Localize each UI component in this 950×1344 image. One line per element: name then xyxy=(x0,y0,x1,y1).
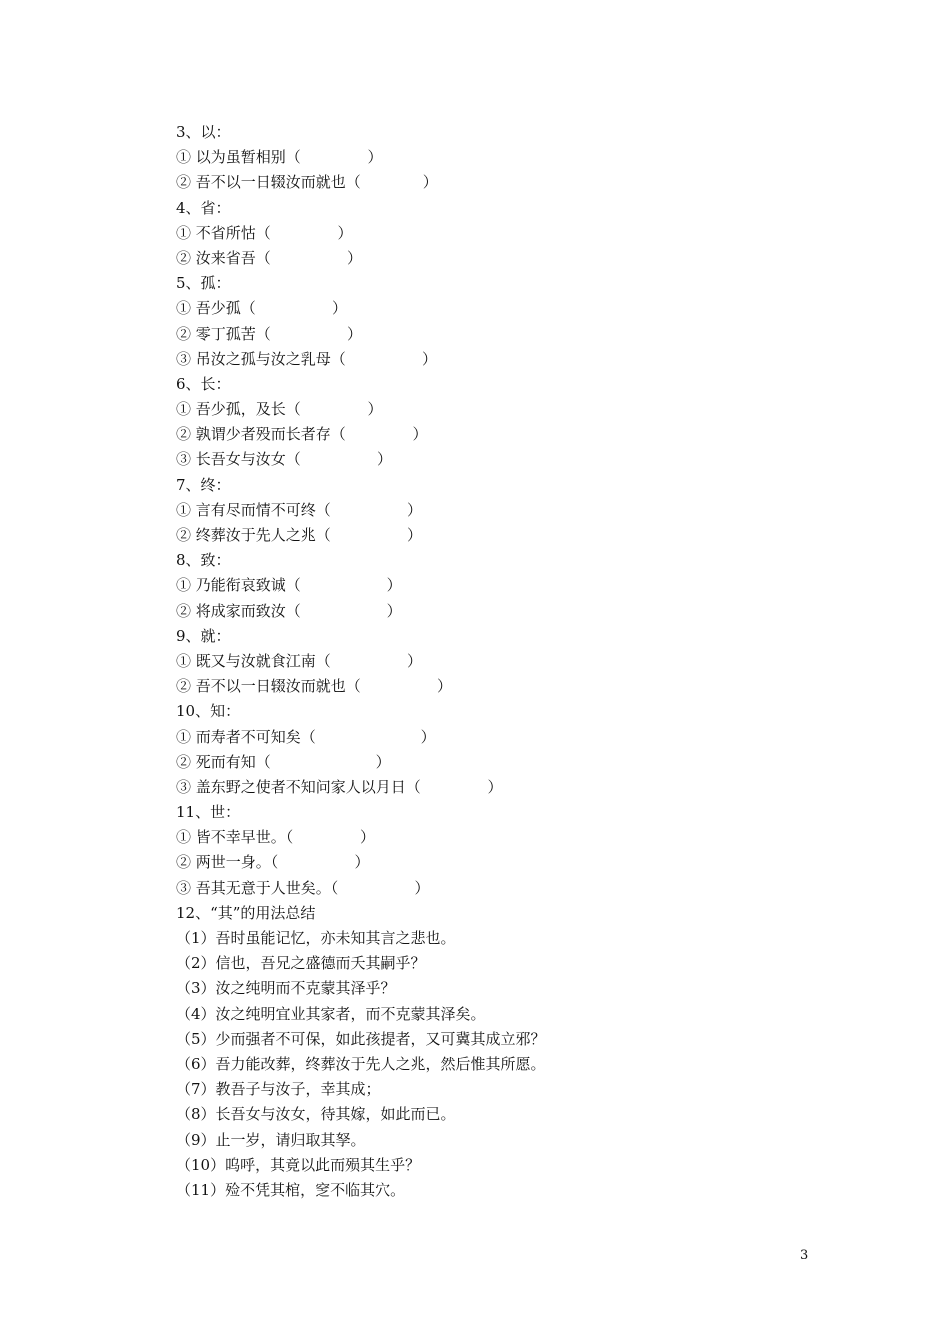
exercise-item: ② 终葬汝于先人之兆（ ） xyxy=(176,526,423,544)
exercise-item: ① 乃能衔哀致诚（ ） xyxy=(176,576,402,595)
sentence-item: （2）信也，吾兄之盛德而夭其嗣乎？ xyxy=(176,954,426,973)
sentence-item: （8）长吾女与汝女，待其嫁，如此而已。 xyxy=(176,1105,456,1124)
exercise-item: ② 汝来省吾（ ） xyxy=(176,248,363,267)
sentence-item: （11）殓不凭其棺，窆不临其穴。 xyxy=(176,1180,406,1199)
section-heading: 8、致： xyxy=(176,551,231,570)
sentence-item: （1）吾时虽能记忆，亦未知其言之悲也。 xyxy=(176,929,456,947)
exercise-item: ① 言有尽而情不可终（ ） xyxy=(176,500,423,519)
exercise-item: ① 皆不幸早世。（ ） xyxy=(176,828,376,847)
section-heading: 12、“其”的用法总结 xyxy=(176,903,316,922)
document-body xyxy=(176,120,876,1203)
exercise-item: ② 吾不以一日辍汝而就也（ ） xyxy=(176,677,453,696)
exercise-item: ① 吾少孤（ ） xyxy=(176,299,348,318)
exercise-item: ③ 吾其无意于人世矣。（ ） xyxy=(176,878,430,897)
section-heading: 4、省： xyxy=(176,198,231,217)
exercise-item: ③ 吊汝之孤与汝之乳母（ ） xyxy=(176,349,438,368)
exercise-item: ① 以为虽暂相别（ ） xyxy=(176,148,383,167)
section-heading: 10、知： xyxy=(176,702,241,721)
exercise-item: ② 零丁孤苦（ ） xyxy=(176,324,363,343)
sentence-item: （10）呜呼，其竟以此而殒其生乎？ xyxy=(176,1155,421,1174)
exercise-item: ① 不省所怙（ ） xyxy=(176,223,353,242)
exercise-item: ① 既又与汝就食江南（ ） xyxy=(176,651,423,670)
section-heading: 11、世： xyxy=(176,803,241,822)
sentence-item: （3）汝之纯明而不克蒙其泽乎？ xyxy=(176,979,396,998)
exercise-item: ③ 长吾女与汝女（ ） xyxy=(176,450,393,469)
section-heading: 3、以： xyxy=(176,123,231,141)
exercise-item: ② 两世一身。（ ） xyxy=(176,853,370,872)
exercise-item: ③ 盖东野之使者不知问家人以月日（ ） xyxy=(176,777,503,796)
sentence-item: （6）吾力能改葬，终葬汝于先人之兆，然后惟其所愿。 xyxy=(176,1054,546,1073)
exercise-item: ① 而寿者不可知矣（ ） xyxy=(176,727,436,746)
page-number: 3 xyxy=(800,1248,809,1263)
exercise-item: ② 孰谓少者殁而长者存（ ） xyxy=(176,425,428,444)
section-heading: 6、长： xyxy=(176,374,231,393)
sentence-item: （9）止一岁，请归取其孥。 xyxy=(176,1130,366,1149)
section-heading: 5、孤： xyxy=(176,274,231,293)
exercise-item: ② 死而有知（ ） xyxy=(176,752,391,771)
section-heading: 7、终： xyxy=(176,475,231,494)
sentence-item: （7）教吾子与汝子，幸其成； xyxy=(176,1080,381,1099)
exercise-item: ② 将成家而致汝（ ） xyxy=(176,601,402,620)
section-heading: 9、就： xyxy=(176,626,231,645)
exercise-item: ① 吾少孤，及长（ ） xyxy=(176,400,383,419)
sentence-item: （4）汝之纯明宜业其家者，而不克蒙其泽矣。 xyxy=(176,1004,486,1023)
sentence-item: （5）少而强者不可保，如此孩提者，又可冀其成立邪？ xyxy=(176,1029,546,1048)
exercise-item: ② 吾不以一日辍汝而就也（ ） xyxy=(176,173,438,192)
